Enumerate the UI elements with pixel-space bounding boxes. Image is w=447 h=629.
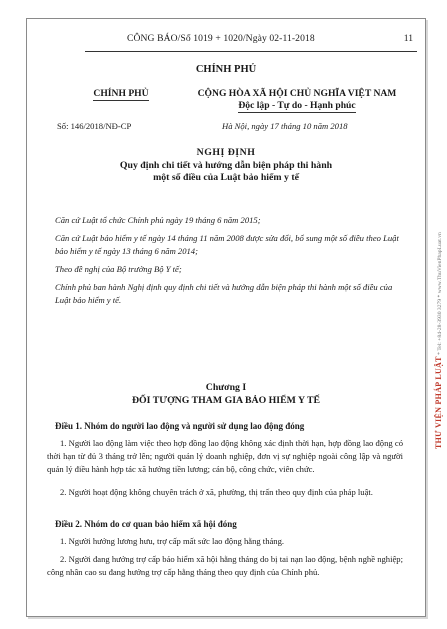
header-rule [85,51,417,52]
article-1-clause-1: 1. Người lao động làm việc theo hợp đồng lao động không xác định thời hạn, hợp đồng lao động có thời hạn từ đủ 3 tháng trở lên; người quản lý doanh nghiệp, đơn vị sự nghiệp ngoài công lập và người quản lý điều hành hợp tác xã hưởng tiền lương; cán bộ, công chức, viên chức. [47,438,403,474]
document-type: NGHỊ ĐỊNH [196,147,256,158]
article-2-clause-1: 1. Người hưởng lương hưu, trợ cấp mất sức lao động hằng tháng. [60,536,285,546]
article-2-heading: Điều 2. Nhóm do cơ quan bảo hiểm xã hội đóng [55,519,237,529]
title-line-2: một số điều của Luật bảo hiểm y tế [153,172,299,183]
chapter-title: ĐỐI TƯỢNG THAM GIA BẢO HIỂM Y TẾ [131,395,321,406]
national-heading [192,88,402,113]
watermark-brand: THƯ VIỆN PHÁP LUẬT [434,355,443,449]
agency-name: CHÍNH PHỦ [93,88,149,99]
place-date: Hà Nội, ngày 17 tháng 10 năm 2018 [222,121,348,131]
legal-basis-2: Căn cứ Luật bảo hiểm y tế ngày 14 tháng 11 năm 2008 được sửa đổi, bổ sung một số điều theo Luật bảo hiểm y tế ngày 13 tháng 6 năm 2014; [55,233,399,256]
issuer-heading: CHÍNH PHỦ [195,64,257,75]
legal-basis-1: Căn cứ Luật tổ chức Chính phủ ngày 19 tháng 6 năm 2015; [55,215,261,225]
national-title: CỘNG HÒA XÃ HỘI CHỦ NGHĨA VIỆT NAM [197,88,397,99]
chapter-heading [27,381,425,407]
national-motto: Độc lập - Tự do - Hạnh phúc [238,100,356,111]
article-2-clause-2: 2. Người đang hưởng trợ cấp bảo hiểm xã hội hằng tháng do bị tai nạn lao động, bệnh nghề nghiệp; công nhân cao su đang hưởng trợ cấp hằng tháng theo quy định của Chính phủ. [47,554,403,577]
document-number: Số: 146/2018/NĐ-CP [57,121,132,131]
legal-basis-4: Chính phủ ban hành Nghị định quy định chi tiết và hướng dẫn biện pháp thi hành một số điều của Luật bảo hiểm y tế. [55,282,393,305]
title-line-1: Quy định chi tiết và hướng dẫn biện pháp thi hành [119,159,333,171]
article-1-clause-2: 2. Người hoạt động không chuyên trách ở xã, phường, thị trấn theo quy định của pháp luật. [60,487,373,497]
legal-basis-3: Theo đề nghị của Bộ trưởng Bộ Y tế; [55,264,182,274]
document-page [26,18,426,617]
gazette-issue: CÔNG BÁO/Số 1019 + 1020/Ngày 02-11-2018 [127,33,315,44]
issuing-agency [81,88,161,101]
watermark-contact: * Tel: +84-28-3930 3279 * www.ThuVienPhapLuat.vn [437,231,443,356]
chapter-label: Chương I [205,382,247,393]
watermark-text [428,232,446,449]
document-title [27,147,425,185]
article-1-heading: Điều 1. Nhóm do người lao động và người sử dụng lao động đóng [55,421,305,431]
page-number: 11 [403,33,413,44]
